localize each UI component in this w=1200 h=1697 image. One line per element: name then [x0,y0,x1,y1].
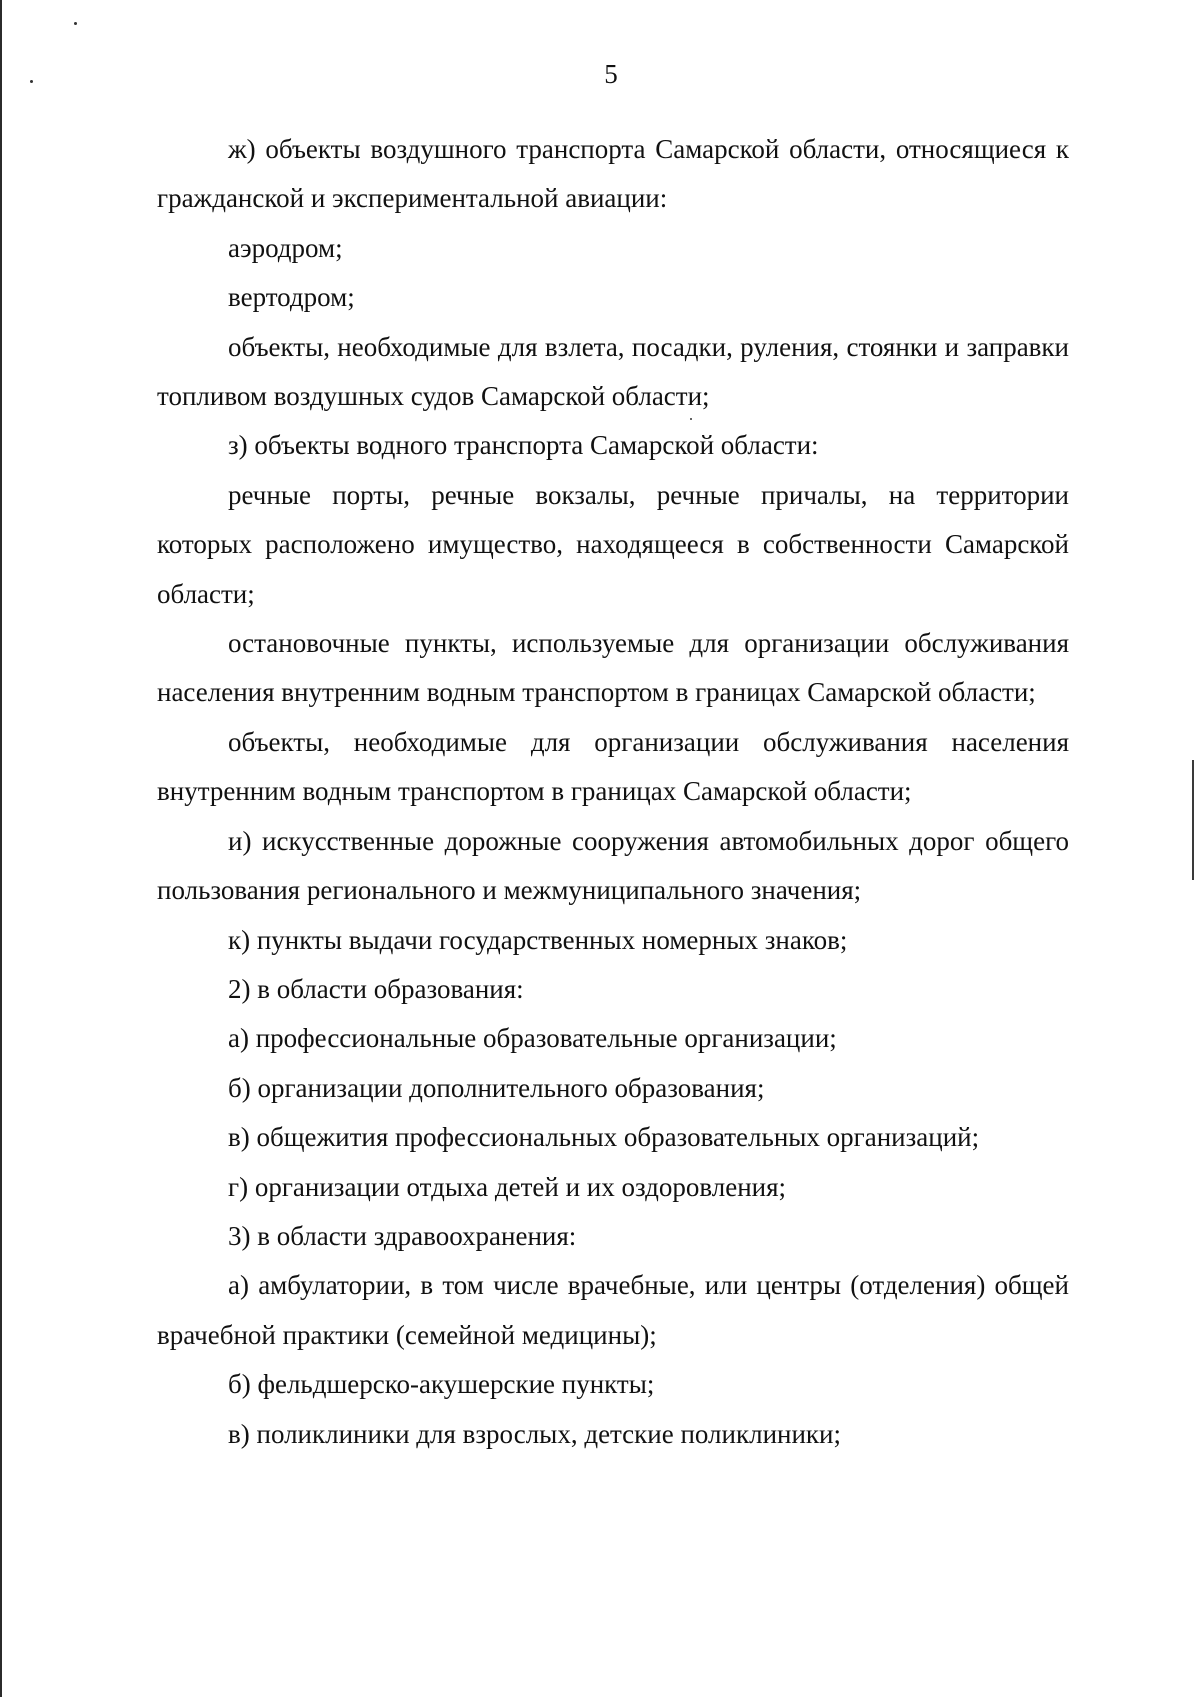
paragraph: в) общежития профессиональных образовательных организаций; [228,1122,980,1153]
paragraph: 2) в области образования: [228,973,524,1004]
paragraph: 3) в области здравоохранения: [228,1220,577,1251]
paragraph: остановочные пункты, используемые для организации обслуживания населения внутренним водным транспортом в границах Самарской области; [157,628,1069,708]
paragraph: и) искусственные дорожные сооружения автомобильных дорог общего пользования регионального и межмуниципального значения; [157,825,1069,906]
paragraph: объекты, необходимые для организации обслуживания населения внутренним водным транспортом в границах Самарской области; [157,726,1069,807]
paragraph: к) пункты выдачи государственных номерных знаков; [228,924,848,955]
paragraph: а) профессиональные образовательные организации; [228,1023,837,1054]
paragraph: б) фельдшерско-акушерские пункты; [228,1369,655,1400]
scan-speck [74,22,77,25]
scan-edge-left [0,0,2,1697]
paragraph: а) амбулатории, в том числе врачебные, или центры (отделения) общей врачебной практики (семейной медицины); [157,1270,1069,1350]
paragraph: речные порты, речные вокзалы, речные причалы, на территории которых расположено имущество, находящееся в собственности Самарской области; [157,479,1069,609]
scan-edge-right [1192,760,1194,880]
paragraph: ж) объекты воздушного транспорта Самарской области, относящиеся к гражданской и экспериментальной авиации: [157,134,1069,214]
paragraph: объекты, необходимые для взлета, посадки, руления, стоянки и заправки топливом воздушных судов Самарской области; [157,331,1069,412]
paragraph: з) объекты водного транспорта Самарской области: [228,430,819,461]
paragraph: аэродром; [228,232,343,263]
paragraph: б) организации дополнительного образования; [228,1072,765,1103]
paragraph: вертодром; [228,282,355,313]
paragraph: г) организации отдыха детей и их оздоровления; [228,1171,787,1202]
page-number: 5 [604,59,618,89]
paragraph: в) поликлиники для взрослых, детские поликлиники; [228,1418,841,1449]
document-body [157,125,1069,1459]
